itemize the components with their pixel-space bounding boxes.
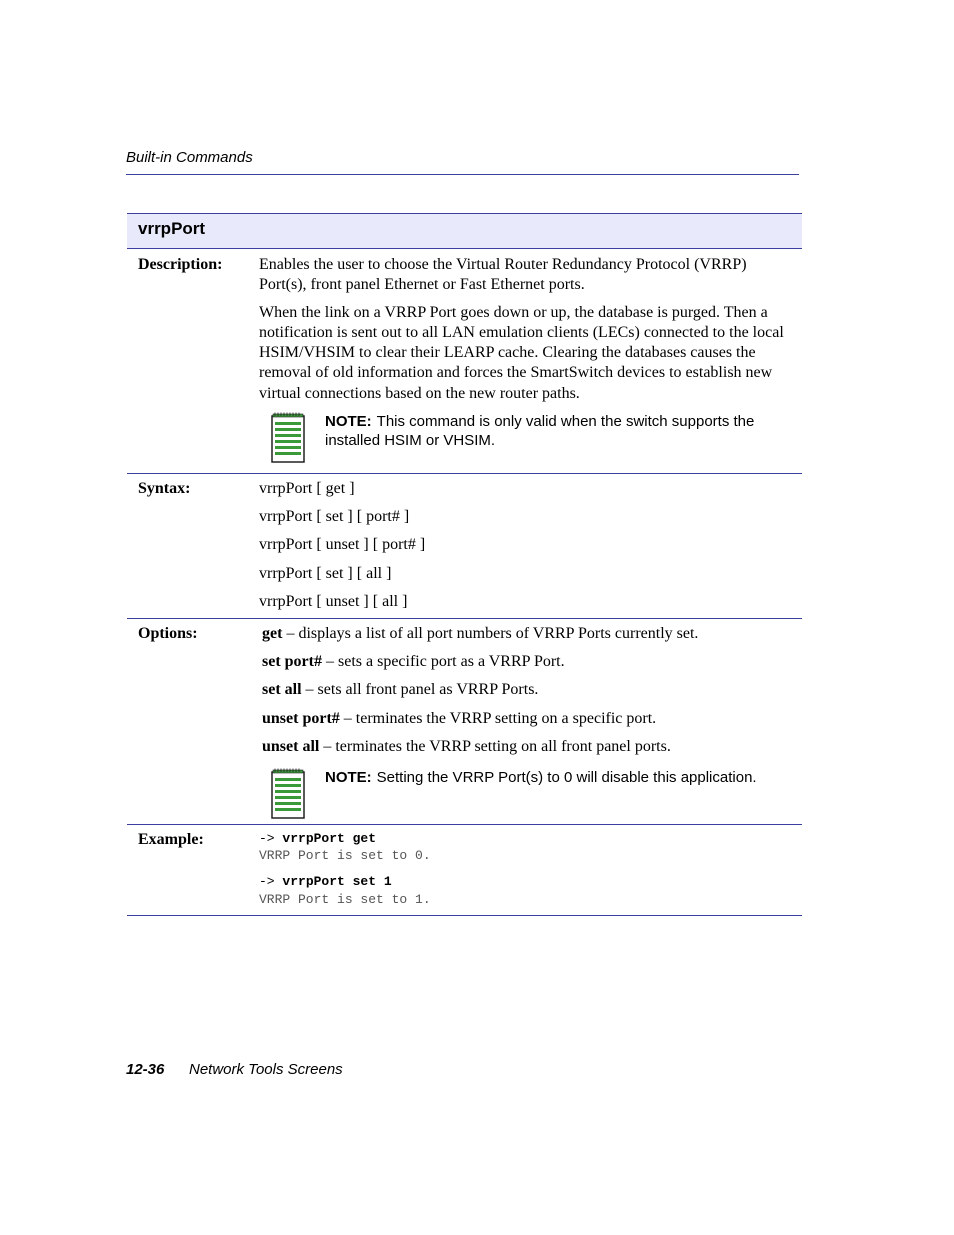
note-text [325,412,795,450]
example-command: vrrpPort set 1 [282,874,392,889]
syntax-label: Syntax: [138,480,191,497]
page-footer [126,1061,343,1078]
example-command: vrrpPort get [282,831,377,846]
description-paragraph: When the link on a VRRP Port goes down or up, the database is purged. Then a notification is sent out to all LAN emulation clients (LECs) connected to the local HSIM/VHSIM to clear their LEARP cache. Clearing the databases causes the removal of old information and forces the SmartSwitch devices to establish new virtual connections based on the new router paths. [259,303,784,402]
option-desc: – sets a specific port as a VRRP Port. [321,653,565,670]
option-term: set all [262,681,302,698]
command-prompt: -> [259,874,275,889]
syntax-line: vrrpPort [ unset ] [ all ] [259,593,408,610]
note-text [325,768,795,787]
option-term: get [262,625,283,642]
description-row [127,249,802,474]
option-item [262,653,565,671]
note-label: NOTE: [325,413,372,430]
options-label: Options: [138,625,198,642]
option-term: unset port# [262,710,340,727]
description-label: Description: [138,256,223,273]
running-header: Built-in Commands [126,149,253,166]
options-row [127,619,802,825]
notepad-icon [269,768,307,820]
command-title: vrrpPort [138,219,206,238]
description-paragraph: Enables the user to choose the Virtual Router Redundancy Protocol (VRRP) Port(s), front panel Ethernet or Fast Ethernet ports. [259,256,747,294]
footer-section-title: Network Tools Screens [189,1061,343,1078]
option-desc: – terminates the VRRP setting on all front panel ports. [319,738,671,755]
command-prompt: -> [259,831,275,846]
command-title-band [127,213,802,249]
description-text [259,255,794,411]
option-desc: – sets all front panel as VRRP Ports. [301,681,539,698]
syntax-line: vrrpPort [ set ] [ port# ] [259,508,410,525]
note-label: NOTE: [325,769,372,786]
command-table [127,213,802,916]
option-item [262,710,656,728]
page-number: 12-36 [126,1061,165,1078]
example-output: VRRP Port is set to 1. [259,892,431,907]
option-desc: – displays a list of all port numbers of VRRP Ports currently set. [282,625,699,642]
syntax-line: vrrpPort [ get ] [259,480,355,497]
example-row [127,825,802,916]
syntax-line: vrrpPort [ set ] [ all ] [259,565,392,582]
note-body: This command is only valid when the switch supports the installed HSIM or VHSIM. [325,413,755,449]
option-item [262,738,671,756]
option-term: unset all [262,738,320,755]
header-rule [126,174,799,175]
example-output: VRRP Port is set to 0. [259,848,431,863]
notepad-icon [269,412,307,464]
example-command-line [259,831,376,846]
syntax-line: vrrpPort [ unset ] [ port# ] [259,536,426,553]
option-item [262,681,538,699]
example-label: Example: [138,831,204,848]
example-command-line [259,874,392,889]
option-term: set port# [262,653,322,670]
syntax-row [127,474,802,619]
note-body: Setting the VRRP Port(s) to 0 will disable this application. [376,769,757,786]
option-desc: – terminates the VRRP setting on a specific port. [339,710,657,727]
option-item [262,625,698,643]
